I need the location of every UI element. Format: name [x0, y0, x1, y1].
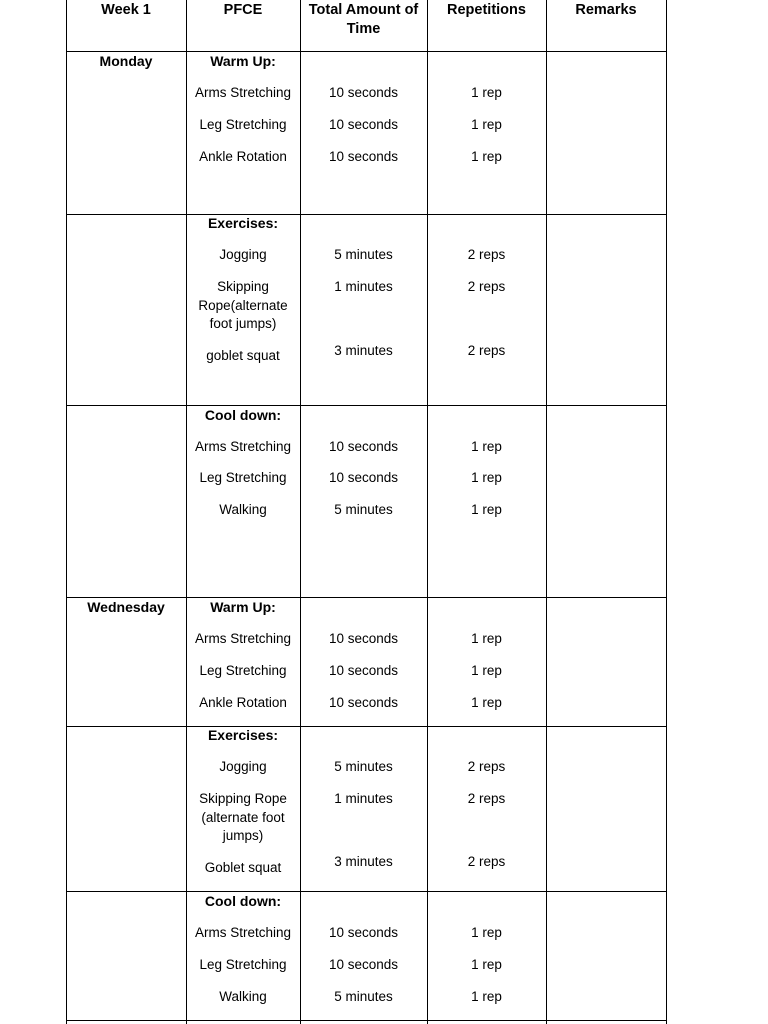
header-remarks: Remarks: [575, 2, 637, 18]
activity-cell: Leg Stretching: [199, 957, 287, 972]
header-total-time: Total Amount of Time: [308, 2, 419, 37]
section-title: Warm Up:: [210, 599, 276, 615]
reps-cell: 2 reps: [467, 759, 506, 774]
time-cell: 1 minutes: [334, 279, 393, 294]
reps-cell: 1 rep: [471, 695, 502, 710]
reps-cell: 1 rep: [471, 989, 502, 1004]
time-cell: 10 seconds: [328, 631, 399, 646]
activity-cell: Arms Stretching: [194, 631, 292, 646]
section-title: Cool down:: [204, 893, 282, 909]
reps-cell: 1 rep: [471, 85, 502, 100]
activity-cell: Skipping Rope(alternate foot jumps): [198, 279, 288, 331]
reps-cell: 2 reps: [467, 343, 506, 358]
day-label-monday: Monday: [99, 53, 153, 69]
activity-cell: Walking: [219, 989, 267, 1004]
section-title: Warm Up:: [210, 53, 276, 69]
row-divider: [66, 405, 667, 406]
section-title: Exercises:: [207, 215, 279, 231]
reps-cell: 1 rep: [471, 117, 502, 132]
time-cell: 5 minutes: [334, 502, 393, 517]
section-title: Exercises:: [207, 727, 279, 743]
reps-cell: 1 rep: [471, 925, 502, 940]
time-cell: 3 minutes: [334, 854, 393, 869]
reps-cell: 1 rep: [471, 502, 502, 517]
activity-cell: Goblet squat: [204, 860, 282, 875]
section-title: Cool down:: [204, 407, 282, 423]
time-cell: 10 seconds: [328, 439, 399, 454]
table-border-right: [666, 0, 667, 1024]
activity-cell: Arms Stretching: [194, 439, 292, 454]
reps-cell: 2 reps: [467, 791, 506, 806]
day-label-wednesday: Wednesday: [87, 599, 165, 615]
activity-cell: Ankle Rotation: [199, 695, 287, 710]
time-cell: 10 seconds: [328, 470, 399, 485]
time-cell: 3 minutes: [334, 343, 393, 358]
table-border-left: [66, 0, 67, 1024]
activity-cell: Jogging: [219, 759, 267, 774]
row-divider: [66, 891, 667, 892]
header-repetitions: Repetitions: [447, 2, 526, 18]
time-cell: 10 seconds: [328, 925, 399, 940]
time-cell: 1 minutes: [334, 791, 393, 806]
activity-cell: Leg Stretching: [199, 470, 287, 485]
reps-cell: 1 rep: [471, 149, 502, 164]
row-divider: [66, 214, 667, 215]
activity-cell: Leg Stretching: [199, 663, 287, 678]
activity-cell: Jogging: [219, 247, 267, 262]
reps-cell: 1 rep: [471, 439, 502, 454]
time-cell: 5 minutes: [334, 759, 393, 774]
reps-cell: 2 reps: [467, 279, 506, 294]
activity-cell: Leg Stretching: [199, 117, 287, 132]
activity-cell: Ankle Rotation: [199, 149, 287, 164]
reps-cell: 1 rep: [471, 470, 502, 485]
reps-cell: 2 reps: [467, 854, 506, 869]
time-cell: 10 seconds: [328, 85, 399, 100]
reps-cell: 2 reps: [467, 247, 506, 262]
header-pfce: PFCE: [223, 2, 263, 18]
time-cell: 10 seconds: [328, 695, 399, 710]
reps-cell: 1 rep: [471, 631, 502, 646]
time-cell: 10 seconds: [328, 117, 399, 132]
activity-cell: Walking: [219, 502, 267, 517]
row-divider: [66, 1020, 667, 1021]
activity-cell: Skipping Rope (alternate foot jumps): [199, 791, 287, 843]
header-week: Week 1: [101, 2, 151, 18]
time-cell: 5 minutes: [334, 989, 393, 1004]
time-cell: 5 minutes: [334, 247, 393, 262]
activity-cell: goblet squat: [206, 348, 280, 363]
row-divider: [66, 726, 667, 727]
time-cell: 10 seconds: [328, 957, 399, 972]
activity-cell: Arms Stretching: [194, 925, 292, 940]
reps-cell: 1 rep: [471, 957, 502, 972]
reps-cell: 1 rep: [471, 663, 502, 678]
column-divider: [546, 0, 547, 1024]
activity-cell: Arms Stretching: [194, 85, 292, 100]
time-cell: 10 seconds: [328, 663, 399, 678]
time-cell: 10 seconds: [328, 149, 399, 164]
